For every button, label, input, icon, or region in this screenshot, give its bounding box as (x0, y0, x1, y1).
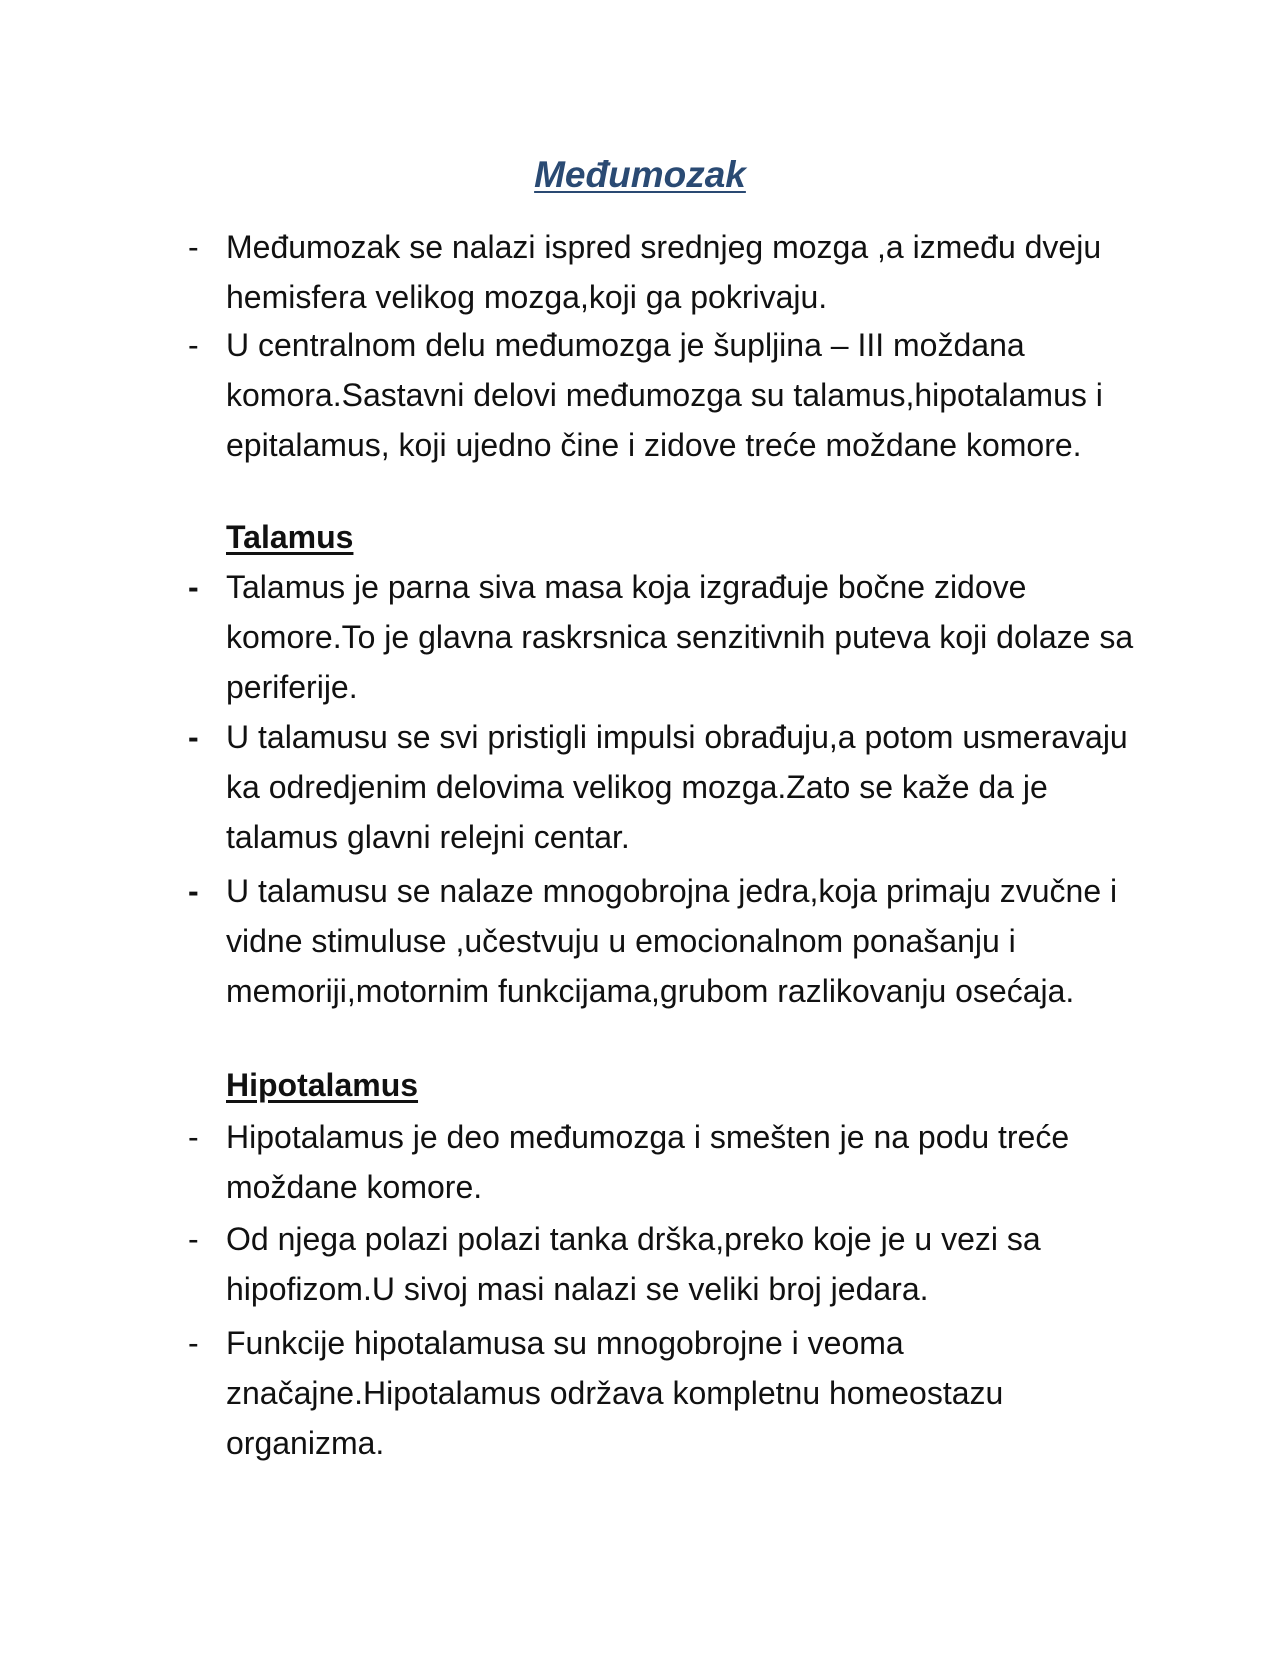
bullet-dash: - (188, 569, 199, 605)
bullet-dash: - (188, 327, 199, 363)
list-item: Od njega polazi polazi tanka drška,preko koje je u vezi sa hipofizom.U sivoj masi nalazi se veliki broj jedara. (226, 1221, 1041, 1307)
list-item: Talamus je parna siva masa koja izgrađuje bočne zidove komore.To je glavna raskrsnica senzitivnih puteva koji dolaze sa periferije. (226, 569, 1134, 705)
bullet-dash: - (188, 1325, 199, 1361)
list-item: Hipotalamus je deo međumozga i smešten je na podu treće moždane komore. (226, 1119, 1070, 1205)
list-item: U talamusu se nalaze mnogobrojna jedra,koja primaju zvučne i vidne stimuluse ,učestvuju u emocionalnom ponašanju i memoriji,motornim funkcijama,grubom razlikovanju osećaja. (226, 873, 1118, 1009)
bullet-dash: - (188, 719, 199, 755)
list-item: Međumozak se nalazi ispred srednjeg mozga ,a između dveju hemisfera velikog mozga,koji ga pokrivaju. (226, 229, 1102, 315)
list-item: Funkcije hipotalamusa su mnogobrojne i veoma značajne.Hipotalamus održava kompletnu homeostazu organizma. (226, 1325, 1004, 1461)
bullet-dash: - (188, 873, 199, 909)
section-heading-hipotalamus: Hipotalamus (226, 1067, 419, 1103)
section-heading-talamus: Talamus (226, 519, 354, 555)
list-item: U centralnom delu međumozga je šupljina – III moždana komora.Sastavni delovi međumozga su talamus,hipotalamus i epitalamus, koji ujedno čine i zidove treće moždane komore. (226, 327, 1103, 463)
bullet-dash: - (188, 1119, 199, 1155)
list-item: U talamusu se svi pristigli impulsi obrađuju,a potom usmeravaju ka odredjenim delovima velikog mozga.Zato se kaže da je talamus glavni relejni centar. (226, 719, 1128, 855)
bullet-dash: - (188, 1221, 199, 1257)
bullet-dash: - (188, 229, 199, 265)
page-title: Međumozak (534, 154, 746, 195)
